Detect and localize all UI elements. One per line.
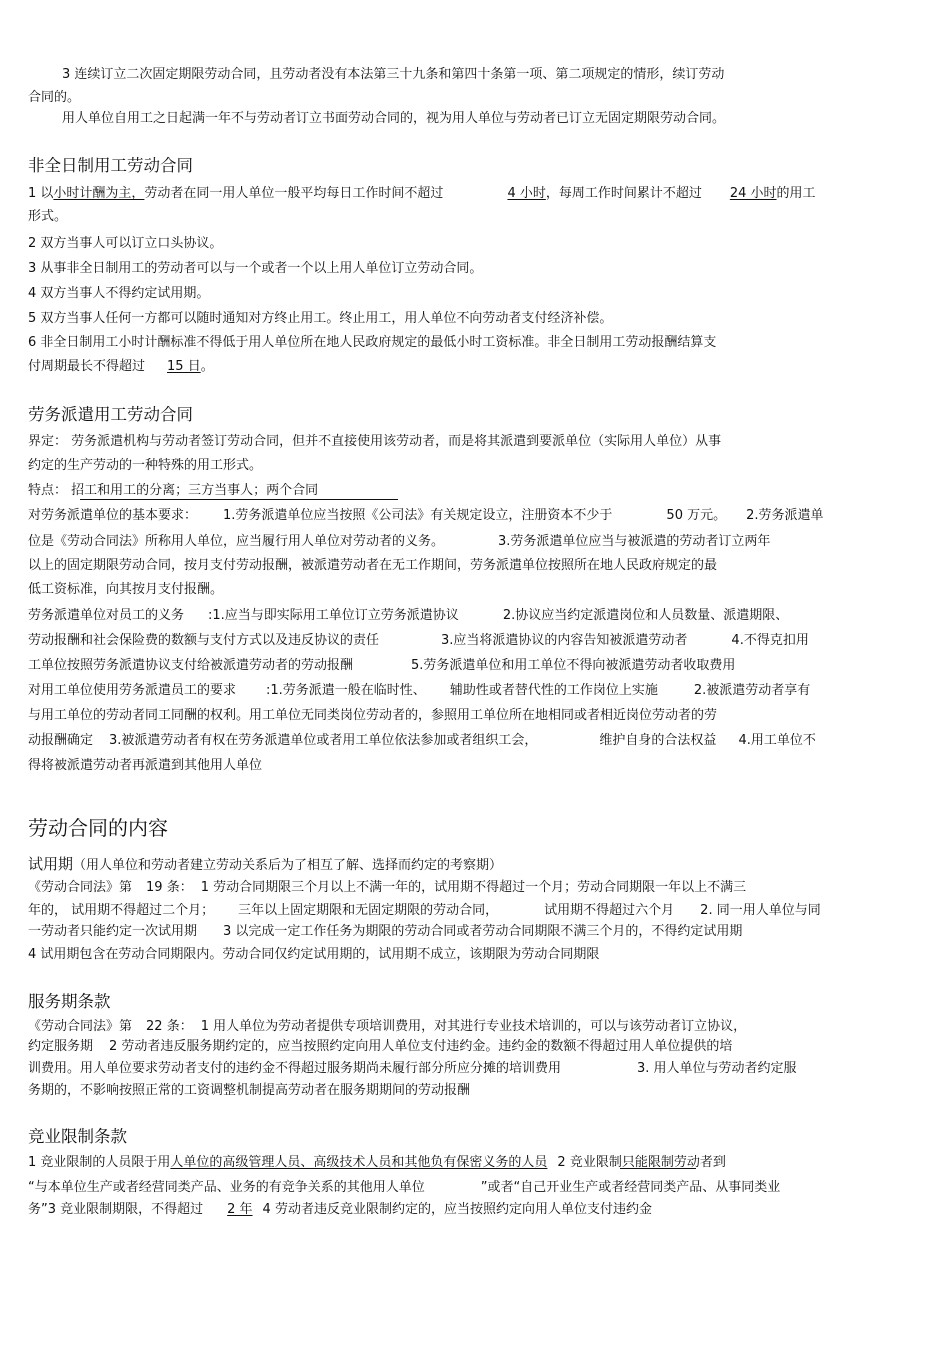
underlined-term: 15 日 (167, 359, 201, 374)
text: 训费用。用人单位要求劳动者支付的违约金不得超过服务期尚未履行部分所应分摊的培训费用 (28, 1061, 562, 1076)
intro-line-2: 合同的。 (28, 90, 81, 105)
text: 劳动报酬和社会保险费的数额与支付方式以及违反协议的责任 (28, 633, 380, 648)
probation-line-3 (28, 923, 742, 940)
text: 2. 同一用人单位与同 (700, 903, 821, 918)
text: “与本单位生产或者经营同类产品、业务的有竞争关系的其他用人单位 (28, 1180, 425, 1195)
text: 1 竞业限制的人员限于用 (28, 1155, 171, 1170)
text: 三年以上固定期限和无固定期限的劳动合同， (238, 903, 499, 918)
section-heading-contract-content: 劳动合同的内容 (28, 816, 168, 840)
intro-line-1: 3 连续订立二次固定期限劳动合同，且劳动者没有本法第三十九条和第四十条第一项、第二项规定的情形，续订劳动 (62, 67, 725, 82)
text: 1 用人单位为劳动者提供专项培训费用，对其进行专业技术培训的，可以与该劳动者订立协议， (200, 1019, 747, 1034)
probation-heading-line (28, 856, 502, 874)
text: 一劳动者只能约定一次试用期 (28, 924, 198, 939)
part-time-item-2: 2 双方当事人可以订立口头协议。 (28, 236, 223, 251)
text: :1.劳务派遣一般在临时性、 (266, 683, 426, 698)
text: 22 条： (146, 1019, 193, 1034)
text: 2 竞业限制只能限制劳动者到 (557, 1155, 726, 1170)
text: 维护自身的合法权益 (599, 733, 717, 748)
employer-requirements-line-3 (28, 732, 816, 749)
text: 年的， 试用期不得超过二个月； (28, 903, 215, 918)
text: 的用工 (776, 186, 816, 201)
text: 。 (200, 359, 214, 374)
part-time-item-3: 3 从事非全日制用工的劳动者可以与一个或者一个以上用人单位订立劳动合同。 (28, 261, 483, 276)
part-time-item-5: 5 双方当事人任何一方都可以随时通知对方终止用工。终止用工，用人单位不向劳动者支付经济补偿。 (28, 311, 613, 326)
text: 劳动者在同一用人单位一般平均每日工作时间不超过 (144, 186, 444, 201)
service-line-1 (28, 1018, 746, 1035)
note: （用人单位和劳动者建立劳动关系后为了相互了解、选择而约定的考察期） (73, 858, 503, 873)
dispatch-requirements-line-4: 低工资标准，向其按月支付报酬。 (28, 582, 224, 597)
text: 2.劳务派遣单 (746, 508, 824, 523)
text: 3.被派遣劳动者有权在劳务派遣单位或者用工单位依法参加或者组织工会， (109, 733, 538, 748)
dispatch-definition-cont: 约定的生产劳动的一种特殊的用工形式。 (28, 458, 263, 473)
part-time-item-1 (28, 185, 816, 202)
dispatch-duties-line-2 (28, 632, 809, 649)
text: 辅助性或者替代性的工作岗位上实施 (449, 683, 658, 698)
subsection-heading-non-compete: 竞业限制条款 (28, 1127, 127, 1146)
employer-requirements-line-1 (28, 682, 810, 699)
section-heading-part-time: 非全日制用工劳动合同 (28, 156, 193, 175)
non-compete-line-3 (28, 1201, 652, 1218)
part-time-item-4: 4 双方当事人不得约定试用期。 (28, 286, 210, 301)
text: 3. 用人单位与劳动者约定服 (637, 1061, 797, 1076)
text: 对劳务派遣单位的基本要求： (28, 508, 198, 523)
dispatch-requirements-line-2 (28, 533, 770, 550)
dispatch-definition: 界定： 劳务派遣机构与劳动者签订劳动合同，但并不直接使用该劳动者，而是将其派遣到要派单位（实际用人单位）从事 (28, 434, 722, 449)
text: 4.用工单位不 (738, 733, 816, 748)
text: 位是《劳动合同法》所称用人单位，应当履行用人单位对劳动者的义务。 (28, 534, 445, 549)
text: 动报酬确定 (28, 733, 94, 748)
probation-line-2 (28, 902, 821, 919)
intro-line-3: 用人单位自用工之日起满一年不与劳动者订立书面劳动合同的，视为用人单位与劳动者已订立无固定期限劳动合同。 (62, 111, 726, 126)
underline-rule (620, 1168, 696, 1169)
part-time-item-1-cont: 形式。 (28, 209, 68, 224)
part-time-item-6: 6 非全日制用工小时计酬标准不得低于用人单位所在地人民政府规定的最低小时工资标准。非全日制用工劳动报酬结算支 (28, 335, 717, 350)
text: 19 条： (146, 880, 193, 895)
dispatch-features: 特点： 招工和用工的分离；三方当事人；两个合同 (28, 483, 319, 498)
text: 《劳动合同法》第 (28, 880, 133, 895)
text: 对用工单位使用劳务派遣员工的要求 (28, 683, 237, 698)
text: 1 以 (28, 186, 54, 201)
employer-requirements-line-2: 与用工单位的劳动者同工同酬的权利。用工单位无同类岗位劳动者的，参照用工单位所在地相同或者相近岗位劳动者的劳 (28, 708, 718, 723)
text: 试用期不得超过六个月 (544, 903, 675, 918)
underlined-term: 小时计酬为主， (53, 186, 145, 201)
text: 约定服务期 (28, 1039, 94, 1054)
text: 劳务派遣单位对员工的义务 (28, 608, 185, 623)
text: 2.被派遣劳动者享有 (693, 683, 811, 698)
text: 2 劳动者违反服务期约定的，应当按照约定向用人单位支付违约金。违约金的数额不得超过用人单位提供的培 (109, 1039, 733, 1054)
text: ”或者“自己开业生产或者经营同类产品、从事同类业 (480, 1180, 781, 1195)
service-line-4: 务期的，不影响按照正常的工资调整机制提高劳动者在服务期期间的劳动报酬 (28, 1083, 471, 1098)
text: ，每周工作时间累计不超过 (545, 186, 702, 201)
text: 3.劳务派遣单位应当与被派遣的劳动者订立两年 (498, 534, 771, 549)
text: 务”3 竞业限制期限，不得超过 (28, 1202, 204, 1217)
underlined-term: 24 小时 (729, 186, 777, 201)
text: 付周期最长不得超过 (28, 359, 146, 374)
text: 1 劳动合同期限三个月以上不满一年的，试用期不得超过一个月；劳动合同期限一年以上不满三 (200, 880, 747, 895)
text: 2.协议应当约定派遣岗位和人员数量、派遣期限、 (502, 608, 789, 623)
dispatch-duties-line-3 (28, 657, 735, 674)
service-line-3 (28, 1060, 797, 1077)
section-heading-dispatch: 劳务派遣用工劳动合同 (28, 405, 193, 424)
text: 50 万元。 (666, 508, 727, 523)
underlined-term: 人单位的高级管理人员、高级技术人员和其他负有保密义务的人员 (170, 1155, 548, 1170)
text: :1.应当与即实际用工单位订立劳务派遣协议 (208, 608, 459, 623)
subsection-heading-service-period: 服务期条款 (28, 992, 111, 1011)
dispatch-requirements-line-1 (28, 507, 824, 524)
underlined-term: 2 年 (227, 1202, 253, 1217)
text: 工单位按照劳务派遣协议支付给被派遣劳动者的劳动报酬 (28, 658, 354, 673)
service-line-2 (28, 1038, 732, 1055)
text: 3.应当将派遣协议的内容告知被派遣劳动者 (441, 633, 688, 648)
subsection-title: 试用期 (28, 855, 74, 873)
underlined-term: 4 小时 (507, 186, 546, 201)
dispatch-duties-line-1 (28, 607, 788, 624)
text: 3 以完成一定工作任务为期限的劳动合同或者劳动合同期限不满三个月的，不得约定试用期 (223, 924, 743, 939)
underline-rule (80, 499, 398, 500)
probation-line-1 (28, 879, 746, 896)
employer-requirements-line-4: 得将被派遣劳动者再派遣到其他用人单位 (28, 758, 263, 773)
text: 1.劳务派遣单位应当按照《公司法》有关规定设立，注册资本不少于 (223, 508, 613, 523)
probation-line-4: 4 试用期包含在劳动合同期限内。劳动合同仅约定试用期的，试用期不成立，该期限为劳动合同期限 (28, 947, 600, 962)
text: 5.劳务派遣单位和用工单位不得向被派遣劳动者收取费用 (411, 658, 736, 673)
non-compete-line-2 (28, 1179, 780, 1196)
text: 《劳动合同法》第 (28, 1019, 133, 1034)
part-time-item-6-cont (28, 358, 214, 375)
text: 4 劳动者违反竞业限制约定的，应当按照约定向用人单位支付违约金 (262, 1202, 652, 1217)
dispatch-requirements-line-3: 以上的固定期限劳动合同，按月支付劳动报酬，被派遣劳动者在无工作期间，劳务派遣单位按照所在地人民政府规定的最 (28, 558, 718, 573)
text: 4.不得克扣用 (731, 633, 809, 648)
